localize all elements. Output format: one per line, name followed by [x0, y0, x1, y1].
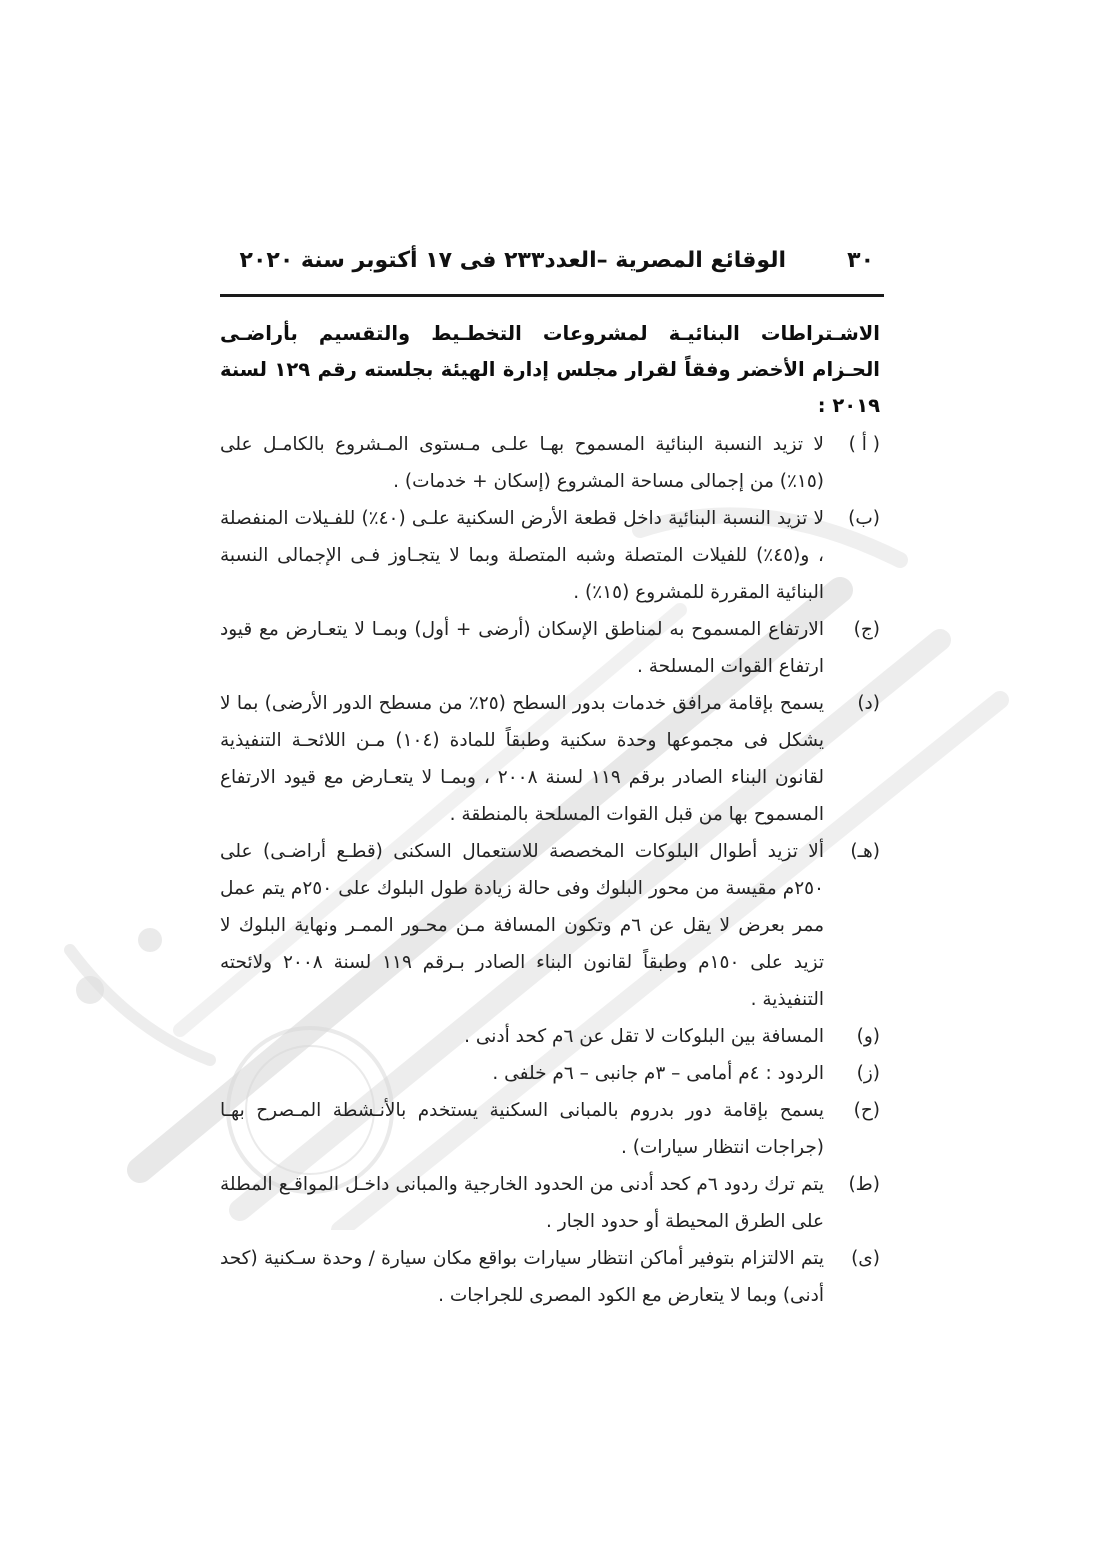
- list-item: [220, 500, 880, 611]
- list-item-text: الردود : ٤م أمامى – ٣م جانبى – ٦م خلفى .: [492, 1063, 824, 1084]
- list-item-marker: ( أ ): [848, 434, 880, 455]
- list-item-marker: (ح): [853, 1100, 880, 1121]
- list-item-text: لا تزيد النسبة البنائية داخل قطعة الأرض السكنية علـى (٤٠٪) للفـيلات المنفصلة ، و(٤٥٪) للفيلات المتصلة وشبه المتصلة وبما لا يتجـاوز فـى الإجمالى النسبة البنائية المقررة للمشروع (١٥٪) .: [220, 508, 824, 603]
- list-item-text: يسمح بإقامة دور بدروم بالمبانى السكنية يستخدم بالأنـشطة المـصرح بهـا (جراجات انتظار سيارات) .: [220, 1100, 824, 1158]
- list-item: [220, 1018, 880, 1055]
- list-item-marker: (ط): [848, 1174, 880, 1195]
- header-divider: [220, 294, 884, 297]
- list-item-text: المسافة بين البلوكات لا تقل عن ٦م كحد أدنى .: [464, 1026, 824, 1047]
- list-item-marker: (ب): [848, 508, 880, 529]
- list-item: [220, 1166, 880, 1240]
- list-item-marker: (ى): [851, 1248, 880, 1269]
- list-item: [220, 1092, 880, 1166]
- list-item-text: يتم ترك ردود ٦م كحد أدنى من الحدود الخارجية والمبانى داخـل المواقـع المطلة على الطرق المحيطة أو حدود الجار .: [220, 1174, 825, 1232]
- list-item: [220, 611, 880, 685]
- list-item: [220, 833, 880, 1018]
- list-item: [220, 1240, 880, 1314]
- list-item-marker: (و): [856, 1026, 880, 1047]
- list-item: [220, 426, 880, 500]
- list-item-marker: (ج): [853, 619, 880, 640]
- section-heading: الاشـتراطات البنائيـة لمشروعات التخطـيط والتقسيم بأراضـى الحـزام الأخضر وفقاً لقرار مجلس إدارة الهيئة بجلسته رقم ١٢٩ لسنة ٢٠١٩ :: [220, 322, 880, 417]
- list-item-text: ألا تزيد أطوال البلوكات المخصصة للاستعمال السكنى (قطـع أراضـى) على ٢٥٠م مقيسة من محور البلوك وفى حالة زيادة طول البلوك على ٢٥٠م يتم عمل ممر بعرض لا يقل عن ٦م وتكون المسافة مـن محـور الممـر ونهاية البلوك لا تزيد على ١٥٠م وطبقاً لقانون البناء الصادر بـرقم ١١٩ لسنة ٢٠٠٨ ولائحته التنفيذية .: [220, 841, 824, 1010]
- list-item: [220, 685, 880, 833]
- page-number: ٣٠: [847, 248, 874, 273]
- gazette-title: الوقائع المصرية –العدد٢٣٣ فى ١٧ أكتوبر سنة ٢٠٢٠: [239, 248, 786, 273]
- list-item-marker: (هـ): [850, 841, 880, 862]
- list-item-text: الارتفاع المسموح به لمناطق الإسكان (أرضى + أول) وبمـا لا يتعـارض مع قيود ارتفاع القوات المسلحة .: [220, 619, 824, 677]
- list-item-text: يسمح بإقامة مرافق خدمات بدور السطح (٢٥٪ من مسطح الدور الأرضى) بما لا يشكل فى مجموعها وحدة سكنية وطبقاً للمادة (١٠٤) مـن اللائحـة التنفيذية لقانون البناء الصادر برقم ١١٩ لسنة ٢٠٠٨ ، وبمـا لا يتعـارض مع قيود الارتفاع المسموح بها من قبل القوات المسلحة بالمنطقة .: [220, 693, 824, 825]
- page-header: [222, 246, 882, 286]
- list-item: [220, 1055, 880, 1092]
- list-item-marker: (ز): [856, 1063, 880, 1084]
- list-item-text: يتم الالتزام بتوفير أماكن انتظار سيارات بواقع مكان سيارة / وحدة سـكنية (كحد أدنى) وبما لا يتعارض مع الكود المصرى للجراجات .: [220, 1248, 824, 1306]
- list-item-marker: (د): [857, 693, 880, 714]
- list-item-text: لا تزيد النسبة البنائية المسموح بهـا علـى مـستوى المـشروع بالكامـل على (١٥٪) من إجمالى مساحة المشروع (إسكان + خدمات) .: [220, 434, 824, 492]
- document-body: [220, 316, 880, 1314]
